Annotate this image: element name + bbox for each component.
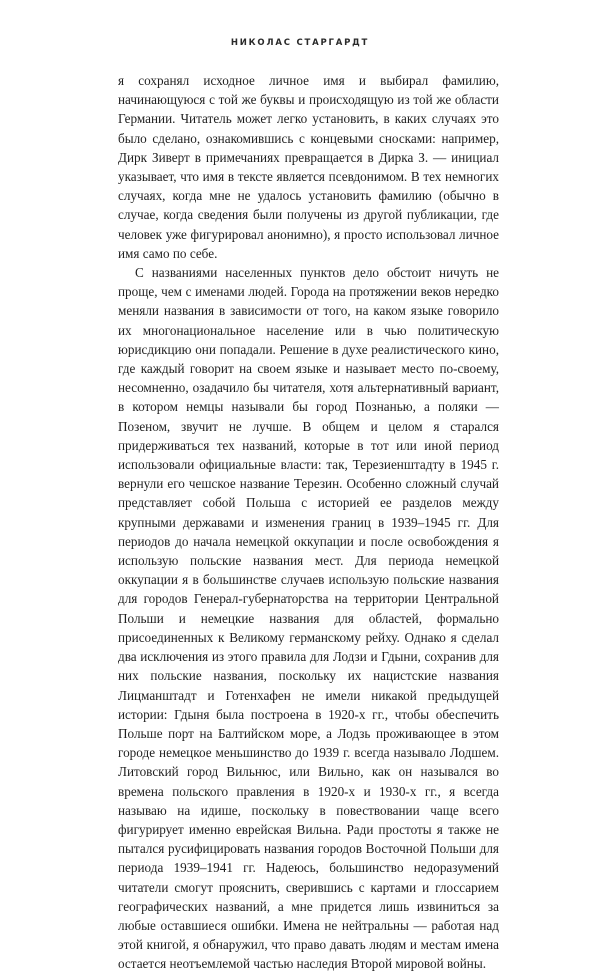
running-header: НИКОЛАС СТАРГАРДТ bbox=[230, 38, 370, 48]
paragraph-continued: я сохранял исходное личное имя и выбирал фамилию, начинающуюся с той же буквы и происходящую из той же области Германии. Читатель может легко установить, в каких случаях это было сделано, ознакомившись с концевыми сносками: например, Дирк Зиверт в примечаниях превращается в Дирка З. — инициал указывает, что имя в тексте является псевдонимом. В тех немногих случаях, когда мне не удалось установить фамилию (обычно в случае, когда сведения были получены из другой публикации, где человек уже фигурировал анонимно), я просто использовал личное имя само по себе. bbox=[118, 73, 499, 261]
paragraph-place-names: С названиями населенных пунктов дело обстоит ничуть не проще, чем с именами людей. Города на протяжении веков нередко меняли названия в зависимости от того, на каком языке говорило их многонациональное население или в чью политическую юрисдикцию они попадали. Решение в духе реалистического кино, где каждый говорит на своем языке и называет место по-своему, несомненно, озадачило бы читателя, хотя альтернативный вариант, в котором немцы называли бы город Познанью, а поляки — Позеном, звучит не лучше. В общем и целом я старался придерживаться тех названий, которые в тот или иной период использовали официальные власти: так, Терезиенштадту в 1945 г. вернули его чешское название Терезин. Особенно сложный случай представляет собой Польша с историей ее разделов между крупными державами и изменения границ в 1939–1945 гг. Для периодов до начала немецкой оккупации и после освобождения я использую польские названия мест. Для периода немецкой оккупации я в большинстве случаев использую польские названия для городов Генерал-губернаторства на территории Центральной Польши и немецкие названия для областей, формально присоединенных к Великому германскому рейху. Однако я сделал два исключения из этого правила для Лодзи и Гдыни, сохранив для них польские названия, поскольку их нацистские названия Лицманштадт и Готенхафен не имели никакой предыдущей истории: Гдыня была построена в 1920-х гг., чтобы обеспечить Польше порт на Балтийском море, а Лодзь проживающее в этом городе немецкое меньшинство до 1939 г. всегда называло Лодшем. Литовский город Вильнюс, или Вильно, как он назывался во времена польского правления в 1920-х и 1930-х гг., я всегда называю на идише, поскольку в повествовании чаще всего фигурирует именно еврейская Вильна. Ради простоты я также не пытался русифицировать названия городов Восточной Польши для периода 1939–1941 гг. Надеюсь, большинство недоразумений читатели смогут прояснить, сверившись с картами и глоссарием географических названий, а мне придется лишь извиниться за любые оставшиеся ошибки. Имена не нейтральны — работая над этой книгой, я обнаружил, что право давать людям и местам имена остается неотъемлемой частью наследия Второй мировой войны. bbox=[118, 265, 499, 972]
body-text bbox=[118, 71, 499, 974]
